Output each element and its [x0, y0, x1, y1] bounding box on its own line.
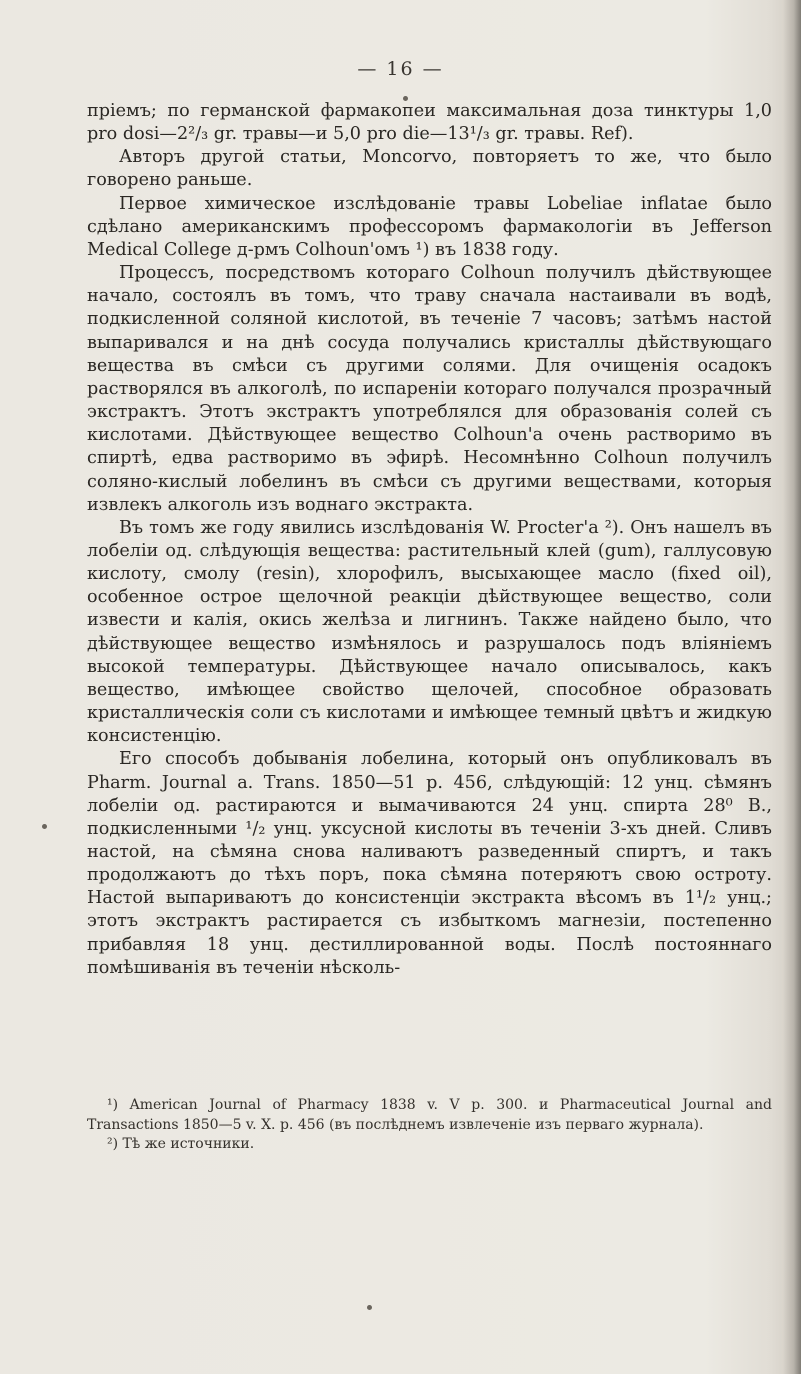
paragraph-continued: пріемъ; по германской фармакопеи максимальная доза тинктуры 1,0 pro dosi—2²/₃ gr. травы—и 5,0 pro die—13¹/₃ gr. травы. Ref).: [87, 101, 772, 145]
footnotes: [87, 1096, 772, 1155]
paragraph-colhoun-process: Процессъ, посредствомъ котораго Colhoun получилъ дѣйствующее начало, состоялъ въ томъ, что траву сначала настаивали въ водѣ, подкисленной соляной кислотой, въ теченіе 7 часовъ; затѣмъ настой выпаривался и на днѣ сосуда получались кристаллы дѣйствующаго вещества въ смѣси съ другими солями. Для очищенія осадокъ растворялся въ алкоголѣ, по испареніи котораго получался прозрачный экстрактъ. Этотъ экстрактъ употреблялся для образованія солей съ кислотами. Дѣйствующее вещество Colhoun'а очень растворимо въ спиртѣ, едва растворимо въ эфирѣ. Несомнѣнно Colhoun получилъ соляно-кислый лобелинъ въ смѣси съ другими веществами, которыя извлекъ алкоголь изъ воднаго экстракта.: [87, 263, 772, 515]
main-text: [87, 100, 772, 980]
paragraph-first-analysis: Первое химическое изслѣдованіе травы Lobeliae inflatae было сдѣлано американскимъ профессоромъ фармакологіи въ Jefferson Medical College д-рмъ Colhoun'омъ ¹) въ 1838 году.: [87, 193, 772, 260]
page-number: — 16 —: [357, 58, 444, 80]
footnote-1: ¹) American Journal of Pharmacy 1838 v. V p. 300. и Pharmaceutical Journal and Transactions 1850—5 v. X. p. 456 (въ послѣднемъ извлеченіе изъ перваго журнала).: [87, 1097, 772, 1133]
print-speck: [367, 1305, 372, 1310]
paragraph-procter: Въ томъ же году явились изслѣдованія W. Procter'а ²). Онъ нашелъ въ лобеліи од. слѣдующія вещества: растительный клей (gum), галлусовую кислоту, смолу (resin), хлорофилъ, высыхающее масло (fixed oil), особенное острое щелочной реакціи дѣйствующее вещество, соли извести и калія, окись желѣза и лигнинъ. Также найдено было, что дѣйствующее вещество измѣнялось и разрушалось подъ вліяніемъ высокой температуры. Дѣйствующее начало описывалось, какъ вещество, имѣющее свойство щелочей, способное образовать кристаллическія соли съ кислотами и имѣющее темный цвѣтъ и жидкую консистенцію.: [87, 517, 772, 747]
page-edge-shadow: [783, 0, 801, 1374]
paragraph-moncorvo: Авторъ другой статьи, Moncorvo, повторяетъ то же, что было говорено раньше.: [87, 147, 772, 191]
footnote-2: ²) Тѣ же источники.: [107, 1136, 255, 1152]
paragraph-extraction-method: Его способъ добыванія лобелина, который онъ опубликовалъ въ Pharm. Journal a. Trans. 1850—51 р. 456, слѣдующій: 12 унц. сѣмянъ лобеліи од. растираются и вымачиваются 24 унц. спирта 28⁰ В., подкисленными ¹/₂ унц. уксусной кислоты въ теченіи 3-хъ дней. Сливъ настой, на сѣмяна снова наливаютъ разведенный спиртъ, и такъ продолжаютъ до тѣхъ поръ, пока сѣмяна потеряютъ свою остроту. Настой выпариваютъ до консистенціи экстракта вѣсомъ въ 1¹/₂ унц.; этотъ экстрактъ растирается съ избыткомъ магнезіи, постепенно прибавляя 18 унц. дестиллированной воды. Послѣ постояннаго помѣшиванія въ теченіи нѣсколь-: [87, 749, 772, 978]
print-speck: [403, 96, 408, 101]
print-speck: [42, 824, 47, 829]
